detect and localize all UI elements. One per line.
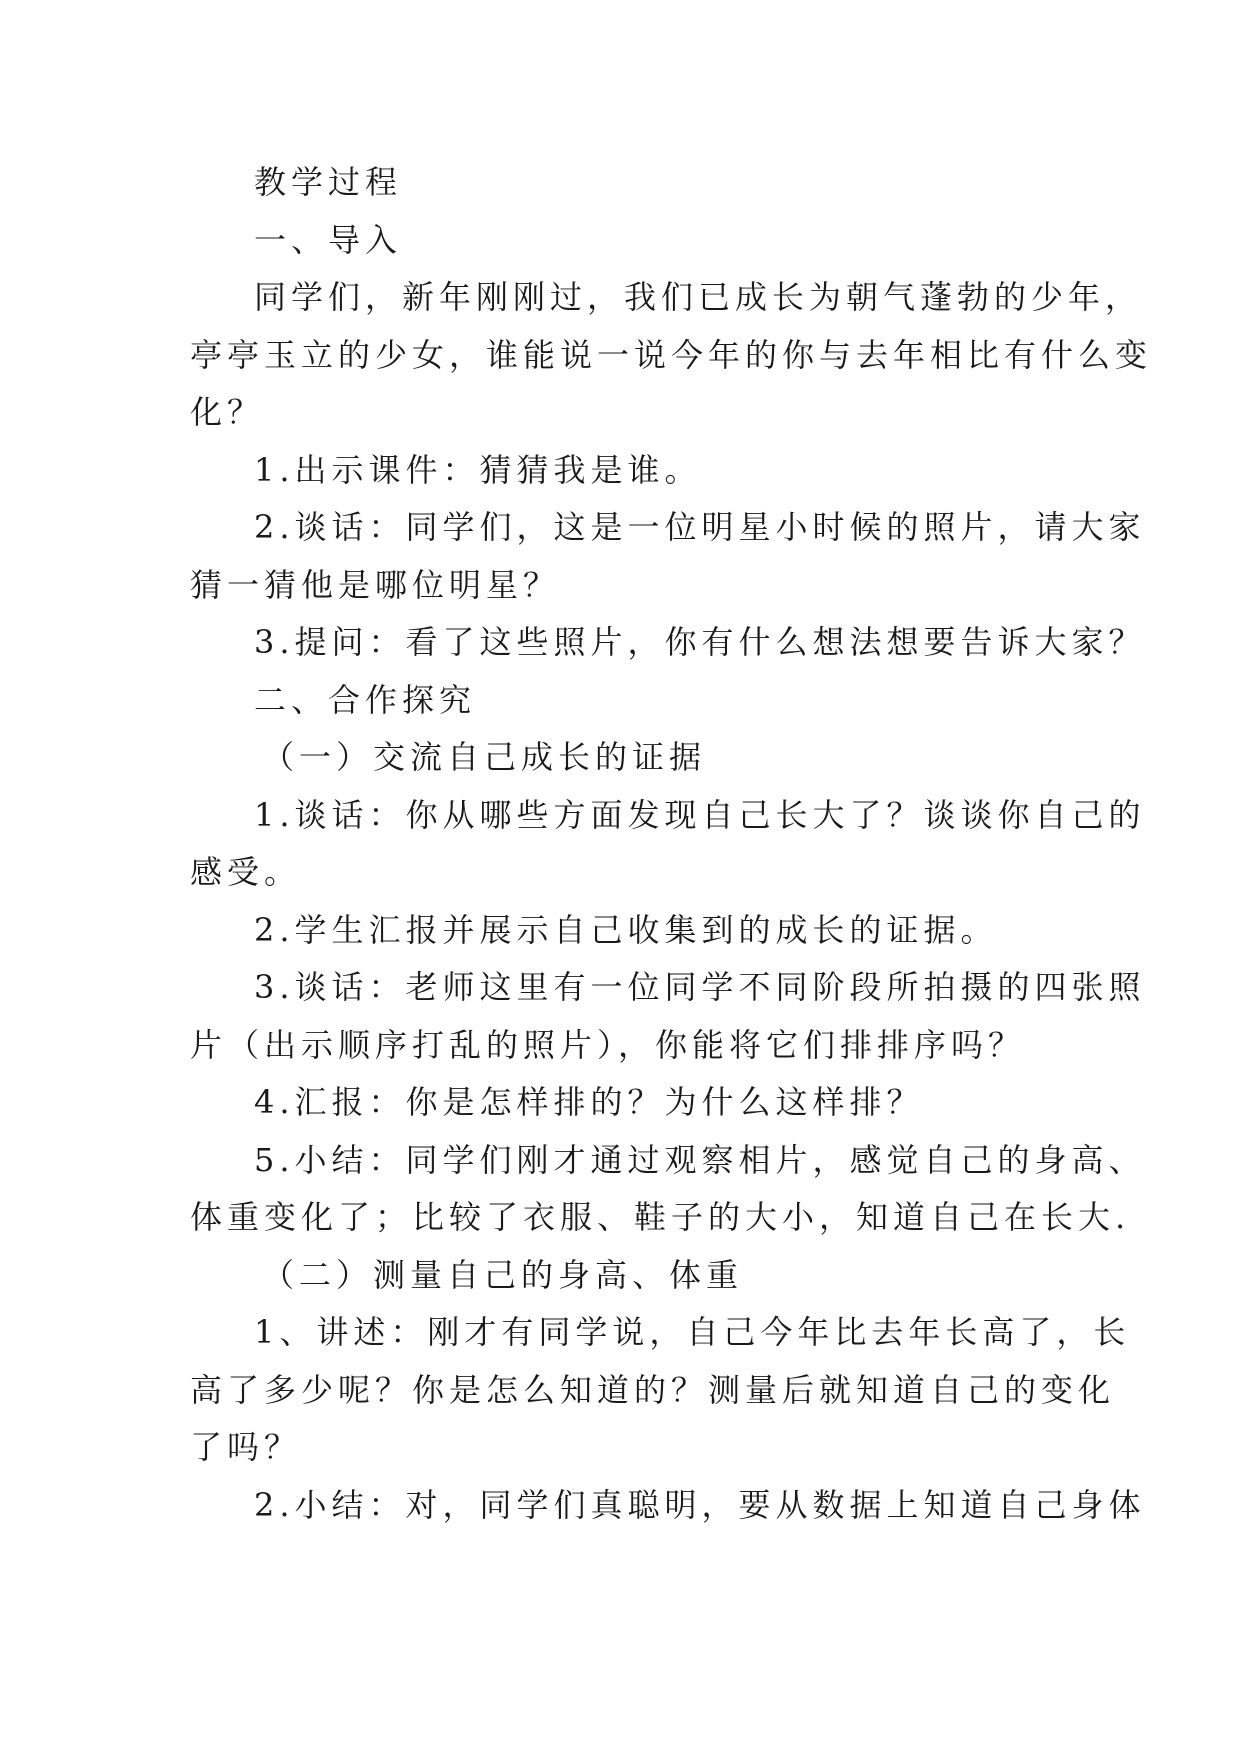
list-item-line: 2.学生汇报并展示自己收集到的成长的证据。: [254, 910, 998, 949]
list-item-line: 感受。: [190, 853, 302, 891]
paragraph-line: 同学们，新年刚刚过，我们已成长为朝气蓬勃的少年，: [254, 278, 1143, 316]
paragraph-line: 亭亭玉立的少女，谁能说一说今年的你与去年相比有什么变: [190, 335, 1153, 374]
list-item-line: 5.小结：同学们刚才通过观察相片，感觉自己的身高、: [254, 1140, 1146, 1179]
section-heading-cooperative-inquiry: 二、合作探究: [254, 680, 477, 719]
document-body: [190, 154, 1153, 1534]
section-heading-introduction: 一、导入: [254, 220, 403, 259]
list-item-line: 1.出示课件：猜猜我是谁。: [254, 450, 702, 489]
list-item-line: 2.谈话：同学们，这是一位明星小时候的照片，请大家: [254, 508, 1146, 546]
list-item-line: 体重变化了；比较了衣服、鞋子的大小，知道自己在长大.: [190, 1198, 1131, 1236]
subsection-heading-growth-evidence: （一）交流自己成长的证据: [262, 738, 707, 776]
list-item-line: 1.谈话：你从哪些方面发现自己长大了？谈谈你自己的: [254, 795, 1146, 834]
list-item-line: 1、讲述：刚才有同学说，自己今年比去年长高了，长: [254, 1313, 1131, 1351]
paragraph-line: 化？: [190, 393, 265, 431]
subsection-heading-measure-height-weight: （二）测量自己的身高、体重: [262, 1255, 744, 1294]
section-heading-teaching-process: 教学过程: [254, 163, 403, 201]
list-item-line: 猜一猜他是哪位明星？: [190, 565, 561, 604]
list-item-line: 3.谈话：老师这里有一位同学不同阶段所拍摄的四张照: [254, 968, 1146, 1006]
list-item-line: 4.汇报：你是怎样排的？为什么这样排？: [254, 1083, 924, 1121]
list-item-line: 3.提问：看了这些照片，你有什么想法想要告诉大家？: [254, 623, 1146, 661]
list-item-line: 高了多少呢？你是怎么知道的？测量后就知道自己的变化: [190, 1370, 1116, 1409]
list-item-line: 2.小结：对，同学们真聪明，要从数据上知道自己身体: [254, 1485, 1146, 1524]
list-item-line: 片（出示顺序打乱的照片），你能将它们排排序吗？: [190, 1025, 1026, 1064]
list-item-line: 了吗？: [190, 1428, 302, 1466]
